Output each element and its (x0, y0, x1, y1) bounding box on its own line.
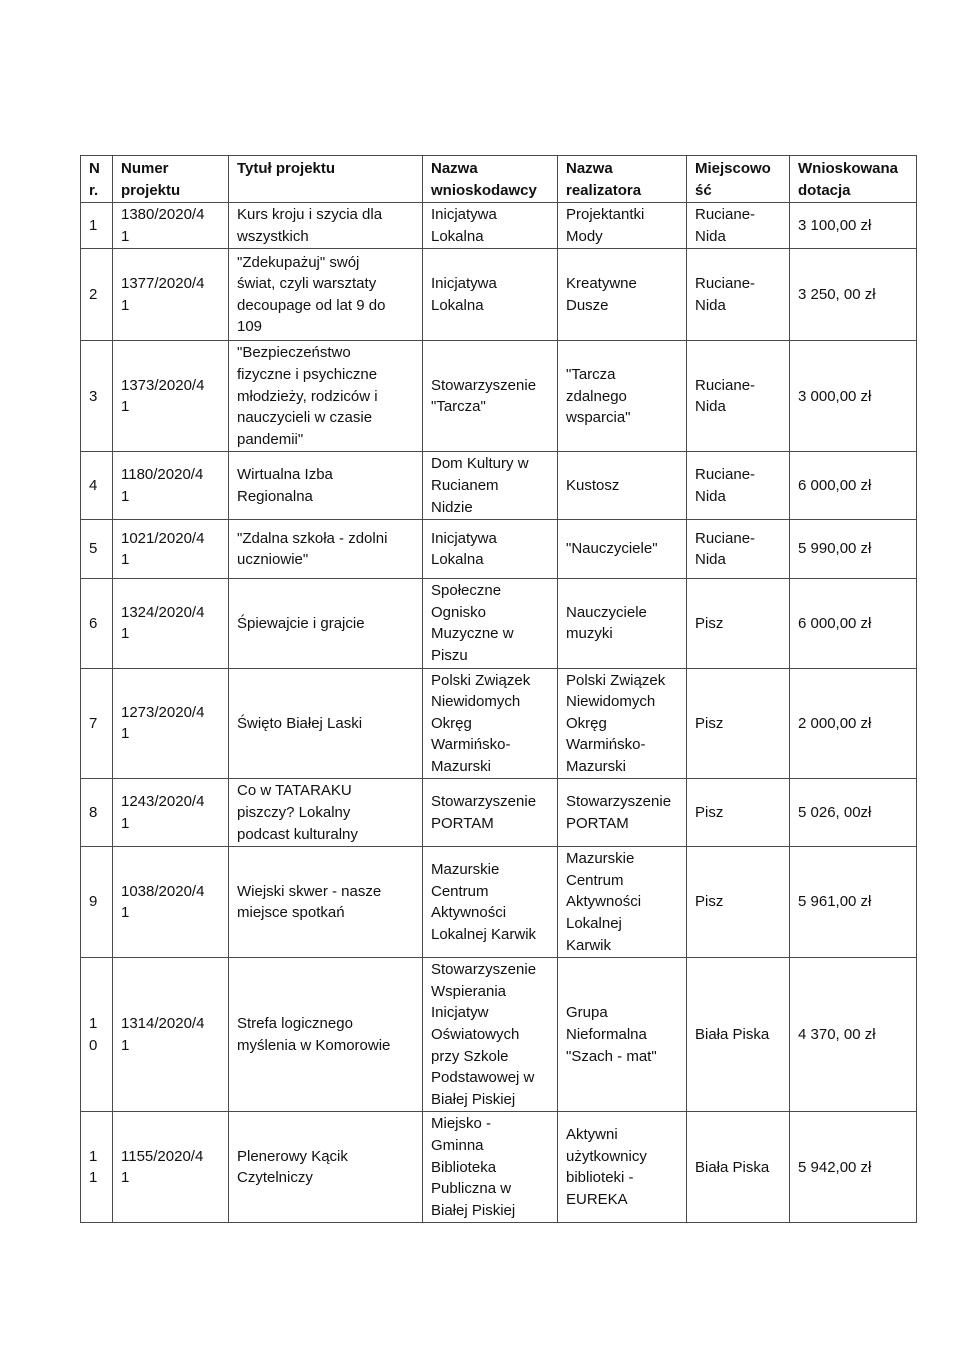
table-row (81, 958, 917, 1112)
cell-wnioskowana-dotacja: 2 000,00 zł (790, 668, 917, 779)
cell-nazwa-realizatora: Projektantki Mody (558, 203, 687, 249)
cell-tytul-projektu: Strefa logicznego myślenia w Komorowie (229, 958, 423, 1112)
cell-nr: 1 0 (81, 958, 113, 1112)
table-row (81, 520, 917, 579)
cell-wnioskowana-dotacja: 4 370, 00 zł (790, 958, 917, 1112)
cell-wnioskowana-dotacja: 5 961,00 zł (790, 847, 917, 958)
cell-numer-projektu: 1243/2020/4 1 (113, 779, 229, 847)
cell-nazwa-realizatora: Aktywni użytkownicy biblioteki - EUREKA (558, 1112, 687, 1223)
cell-nazwa-realizatora: Mazurskie Centrum Aktywności Lokalnej Karwik (558, 847, 687, 958)
cell-numer-projektu: 1380/2020/4 1 (113, 203, 229, 249)
cell-tytul-projektu: Święto Białej Laski (229, 668, 423, 779)
cell-nazwa-wnioskodawcy: Inicjatywa Lokalna (423, 520, 558, 579)
cell-wnioskowana-dotacja: 5 942,00 zł (790, 1112, 917, 1223)
table-row (81, 847, 917, 958)
table-body (81, 203, 917, 1223)
cell-tytul-projektu: "Zdalna szkoła - zdolni uczniowie" (229, 520, 423, 579)
header-miejscowosc: Miejscowo ść (687, 156, 790, 203)
cell-nazwa-wnioskodawcy: Stowarzyszenie "Tarcza" (423, 341, 558, 452)
table-row (81, 1112, 917, 1223)
table-header-row (81, 156, 917, 203)
cell-wnioskowana-dotacja: 3 100,00 zł (790, 203, 917, 249)
table-row (81, 249, 917, 341)
cell-numer-projektu: 1324/2020/4 1 (113, 579, 229, 668)
table-row (81, 341, 917, 452)
cell-nazwa-wnioskodawcy: Miejsko - Gminna Biblioteka Publiczna w Białej Piskiej (423, 1112, 558, 1223)
cell-nazwa-wnioskodawcy: Stowarzyszenie PORTAM (423, 779, 558, 847)
cell-tytul-projektu: "Zdekupażuj" swój świat, czyli warsztaty decoupage od lat 9 do 109 (229, 249, 423, 341)
cell-miejscowosc: Pisz (687, 668, 790, 779)
cell-nazwa-realizatora: Kustosz (558, 452, 687, 520)
cell-wnioskowana-dotacja: 5 990,00 zł (790, 520, 917, 579)
cell-tytul-projektu: Plenerowy Kącik Czytelniczy (229, 1112, 423, 1223)
cell-wnioskowana-dotacja: 3 000,00 zł (790, 341, 917, 452)
cell-nazwa-realizatora: Polski Związek Niewidomych Okręg Warmińsko- Mazurski (558, 668, 687, 779)
cell-nazwa-realizatora: "Tarcza zdalnego wsparcia" (558, 341, 687, 452)
cell-numer-projektu: 1314/2020/4 1 (113, 958, 229, 1112)
cell-tytul-projektu: Kurs kroju i szycia dla wszystkich (229, 203, 423, 249)
cell-miejscowosc: Pisz (687, 579, 790, 668)
cell-nr: 7 (81, 668, 113, 779)
cell-tytul-projektu: Wirtualna Izba Regionalna (229, 452, 423, 520)
cell-nazwa-wnioskodawcy: Społeczne Ognisko Muzyczne w Piszu (423, 579, 558, 668)
table-row (81, 779, 917, 847)
cell-nazwa-realizatora: "Nauczyciele" (558, 520, 687, 579)
cell-miejscowosc: Ruciane- Nida (687, 249, 790, 341)
cell-nr: 9 (81, 847, 113, 958)
cell-wnioskowana-dotacja: 6 000,00 zł (790, 452, 917, 520)
cell-nazwa-realizatora: Nauczyciele muzyki (558, 579, 687, 668)
table-row (81, 203, 917, 249)
header-nazwa-realizatora: Nazwa realizatora (558, 156, 687, 203)
table-row (81, 579, 917, 668)
cell-miejscowosc: Ruciane- Nida (687, 452, 790, 520)
cell-nazwa-wnioskodawcy: Mazurskie Centrum Aktywności Lokalnej Karwik (423, 847, 558, 958)
cell-nr: 6 (81, 579, 113, 668)
cell-wnioskowana-dotacja: 6 000,00 zł (790, 579, 917, 668)
cell-miejscowosc: Biała Piska (687, 1112, 790, 1223)
cell-tytul-projektu: Śpiewajcie i grajcie (229, 579, 423, 668)
header-tytul-projektu: Tytuł projektu (229, 156, 423, 203)
cell-numer-projektu: 1377/2020/4 1 (113, 249, 229, 341)
cell-nr: 8 (81, 779, 113, 847)
cell-nr: 1 1 (81, 1112, 113, 1223)
header-numer-projektu: Numer projektu (113, 156, 229, 203)
cell-miejscowosc: Pisz (687, 779, 790, 847)
cell-numer-projektu: 1273/2020/4 1 (113, 668, 229, 779)
projects-table (80, 155, 917, 1223)
cell-tytul-projektu: Co w TATARAKU piszczy? Lokalny podcast kulturalny (229, 779, 423, 847)
cell-nr: 5 (81, 520, 113, 579)
cell-nr: 1 (81, 203, 113, 249)
cell-miejscowosc: Ruciane- Nida (687, 203, 790, 249)
cell-miejscowosc: Ruciane- Nida (687, 341, 790, 452)
cell-numer-projektu: 1021/2020/4 1 (113, 520, 229, 579)
cell-miejscowosc: Biała Piska (687, 958, 790, 1112)
cell-nr: 4 (81, 452, 113, 520)
cell-numer-projektu: 1373/2020/4 1 (113, 341, 229, 452)
cell-nazwa-wnioskodawcy: Dom Kultury w Rucianem Nidzie (423, 452, 558, 520)
header-nazwa-wnioskodawcy: Nazwa wnioskodawcy (423, 156, 558, 203)
cell-tytul-projektu: Wiejski skwer - nasze miejsce spotkań (229, 847, 423, 958)
cell-nazwa-wnioskodawcy: Inicjatywa Lokalna (423, 203, 558, 249)
cell-nazwa-wnioskodawcy: Stowarzyszenie Wspierania Inicjatyw Oświatowych przy Szkole Podstawowej w Białej Piskiej (423, 958, 558, 1112)
header-wnioskowana-dotacja: Wnioskowana dotacja (790, 156, 917, 203)
cell-nazwa-wnioskodawcy: Polski Związek Niewidomych Okręg Warmińsko- Mazurski (423, 668, 558, 779)
cell-numer-projektu: 1180/2020/4 1 (113, 452, 229, 520)
header-nr: N r. (81, 156, 113, 203)
cell-nazwa-realizatora: Grupa Nieformalna "Szach - mat" (558, 958, 687, 1112)
cell-miejscowosc: Pisz (687, 847, 790, 958)
cell-wnioskowana-dotacja: 3 250, 00 zł (790, 249, 917, 341)
cell-wnioskowana-dotacja: 5 026, 00zł (790, 779, 917, 847)
cell-nr: 2 (81, 249, 113, 341)
cell-nazwa-realizatora: Kreatywne Dusze (558, 249, 687, 341)
cell-numer-projektu: 1155/2020/4 1 (113, 1112, 229, 1223)
cell-miejscowosc: Ruciane- Nida (687, 520, 790, 579)
cell-nazwa-wnioskodawcy: Inicjatywa Lokalna (423, 249, 558, 341)
cell-nazwa-realizatora: Stowarzyszenie PORTAM (558, 779, 687, 847)
cell-tytul-projektu: "Bezpieczeństwo fizyczne i psychiczne młodzieży, rodziców i nauczycieli w czasie pandemii" (229, 341, 423, 452)
cell-numer-projektu: 1038/2020/4 1 (113, 847, 229, 958)
table-row (81, 668, 917, 779)
table-row (81, 452, 917, 520)
cell-nr: 3 (81, 341, 113, 452)
